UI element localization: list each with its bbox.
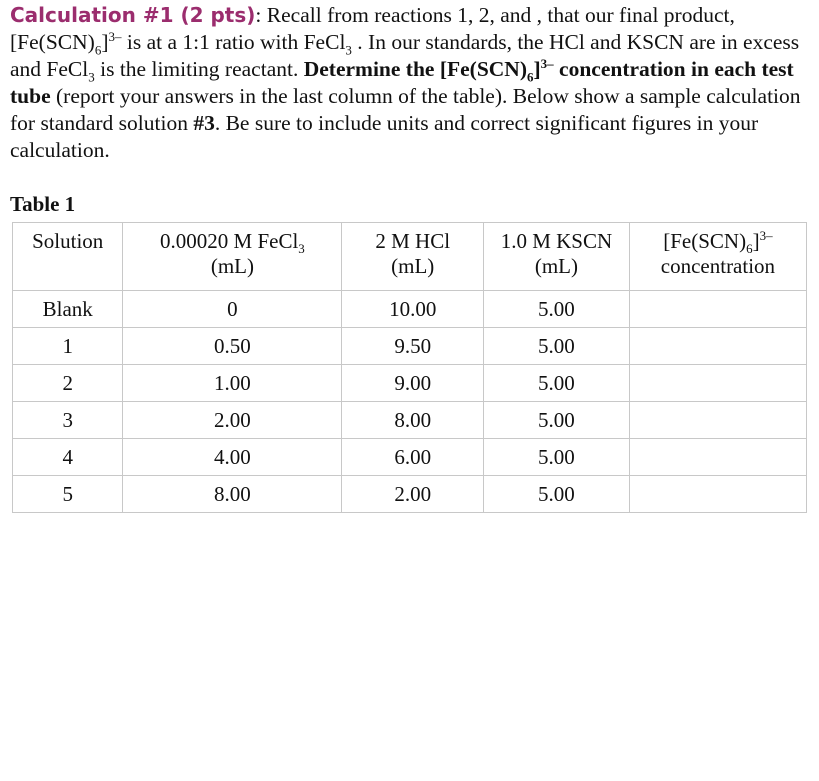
cell-concentration-answer[interactable] (629, 328, 806, 365)
cell-fecl3: 0 (123, 291, 342, 328)
header-solution: Solution (13, 223, 123, 291)
cell-concentration-answer[interactable] (629, 365, 806, 402)
cell-solution: 4 (13, 439, 123, 476)
cell-concentration-answer[interactable] (629, 439, 806, 476)
cell-fecl3: 2.00 (123, 402, 342, 439)
cell-solution: 2 (13, 365, 123, 402)
task-emphasis: Determine the $[Fe(SCN)_6]^{3-}$ concentration in each test tube (10, 55, 794, 108)
cell-concentration-answer[interactable] (629, 402, 806, 439)
cell-solution: 3 (13, 402, 123, 439)
table-row (13, 439, 807, 476)
cell-solution: 1 (13, 328, 123, 365)
cell-hcl: 2.00 (342, 476, 484, 513)
standards-table (12, 222, 807, 513)
cell-hcl: 9.50 (342, 328, 484, 365)
cell-concentration-answer[interactable] (629, 291, 806, 328)
cell-hcl: 9.00 (342, 365, 484, 402)
header-fecl3: 0.00020 M FeCl$_3$ (mL) (123, 223, 342, 291)
table-row (13, 476, 807, 513)
cell-hcl: 6.00 (342, 439, 484, 476)
table-row (13, 402, 807, 439)
cell-kscn: 5.00 (484, 365, 630, 402)
calculation-heading: Calculation #1 (2 pts) (10, 3, 256, 27)
header-concentration: $[Fe(SCN)_6]^{3-}$ concentration (629, 223, 806, 291)
instructions-paragraph: Calculation #1 (2 pts): Recall from reactions 1, 2, and , that our final product, $[Fe(SCN)_6]^{3-}$ is at a 1:1 ratio with FeCl$_3$ . In our standards, the HCl and KSCN are in excess and FeCl$_3$ is the limiting reactant. Determine the $[Fe(SCN)_6]^{3-}$ concentration in each test tube (report your answers in the last column of the table). Below show a sample calculation for standard solution #3. Be sure to include units and correct significant figures in your calculation. (10, 3, 801, 162)
table-header-row (13, 223, 807, 291)
cell-concentration-answer[interactable] (629, 476, 806, 513)
cell-fecl3: 1.00 (123, 365, 342, 402)
header-hcl: 2 M HCl (mL) (342, 223, 484, 291)
cell-solution: Blank (13, 291, 123, 328)
instructions-block (10, 0, 810, 164)
cell-kscn: 5.00 (484, 328, 630, 365)
cell-kscn: 5.00 (484, 476, 630, 513)
cell-fecl3: 0.50 (123, 328, 342, 365)
header-kscn: 1.0 M KSCN (mL) (484, 223, 630, 291)
table-row (13, 291, 807, 328)
cell-hcl: 8.00 (342, 402, 484, 439)
cell-kscn: 5.00 (484, 291, 630, 328)
cell-fecl3: 8.00 (123, 476, 342, 513)
table-caption: Table 1 (10, 192, 76, 216)
cell-kscn: 5.00 (484, 402, 630, 439)
cell-fecl3: 4.00 (123, 439, 342, 476)
table-row (13, 365, 807, 402)
table-row (13, 328, 807, 365)
cell-solution: 5 (13, 476, 123, 513)
cell-kscn: 5.00 (484, 439, 630, 476)
cell-hcl: 10.00 (342, 291, 484, 328)
